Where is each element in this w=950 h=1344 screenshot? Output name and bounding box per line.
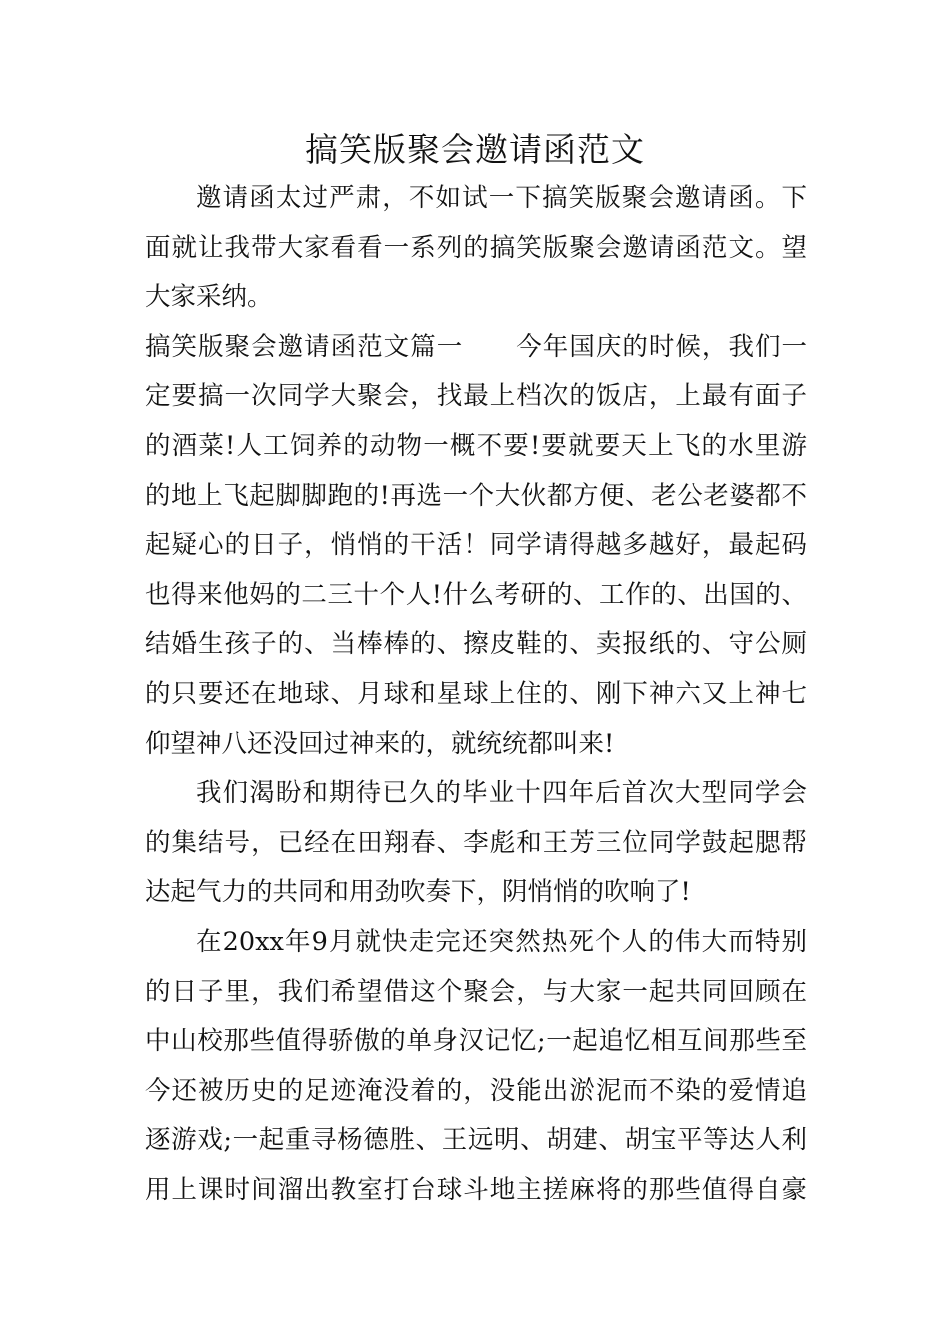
text-line: 邀请函太过严肃，不如试一下搞笑版聚会邀请函。下 (196, 183, 807, 213)
paragraph-assembly (145, 769, 807, 918)
text-line: 也得来他妈的二三十个人!什么考研的、工作的、出国的、 (145, 579, 807, 610)
paragraph-memories (145, 918, 807, 1216)
document-title: 搞笑版聚会邀请函范文 (305, 130, 645, 169)
text-line: 仰望神八还没回过神来的，就统统都叫来! (145, 728, 615, 759)
text-line: 用上课时间溜出教室打台球斗地主搓麻将的那些值得自豪 (145, 1174, 807, 1205)
document-body (145, 174, 807, 1215)
text-line: 的只要还在地球、月球和星球上住的、刚下神六又上神七 (145, 678, 807, 709)
text-line: 面就让我带大家看看一系列的搞笑版聚会邀请函范文。望 (145, 232, 807, 263)
text-line: 起疑心的日子，悄悄的干活！同学请得越多越好，最起码 (145, 530, 807, 561)
text-line: 达起气力的共同和用劲吹奏下，阴悄悄的吹响了! (145, 877, 691, 908)
text-line: 中山校那些值得骄傲的单身汉记忆;一起追忆相互间那些至 (145, 1026, 807, 1057)
text-line: 在20xx年9月就快走完还突然热死个人的伟大而特别 (196, 926, 807, 957)
text-line: 的集结号，已经在田翔春、李彪和王芳三位同学鼓起腮帮 (145, 827, 807, 858)
text-line: 逐游戏;一起重寻杨德胜、王远明、胡建、胡宝平等达人利 (145, 1125, 807, 1156)
text-line: 今还被历史的足迹淹没着的，没能出淤泥而不染的爱情追 (145, 1075, 807, 1106)
text-line: 结婚生孩子的、当棒棒的、擦皮鞋的、卖报纸的、守公厕 (145, 629, 807, 660)
text-line: 我们渴盼和期待已久的毕业十四年后首次大型同学会 (196, 778, 807, 809)
text-line: 的日子里，我们希望借这个聚会，与大家一起共同回顾在 (145, 976, 807, 1007)
paragraph-intro (145, 174, 807, 323)
text-line: 大家采纳。 (145, 282, 273, 313)
text-line: 定要搞一次同学大聚会，找最上档次的饭店，上最有面子 (145, 381, 807, 412)
text-line: 搞笑版聚会邀请函范文篇一 今年国庆的时候，我们一 (145, 331, 807, 362)
paragraph-section-one (145, 323, 807, 769)
text-line: 的地上飞起脚脚跑的!再选一个大伙都方便、老公老婆都不 (145, 480, 807, 511)
text-line: 的酒菜!人工饲养的动物一概不要!要就要天上飞的水里游 (145, 430, 807, 461)
